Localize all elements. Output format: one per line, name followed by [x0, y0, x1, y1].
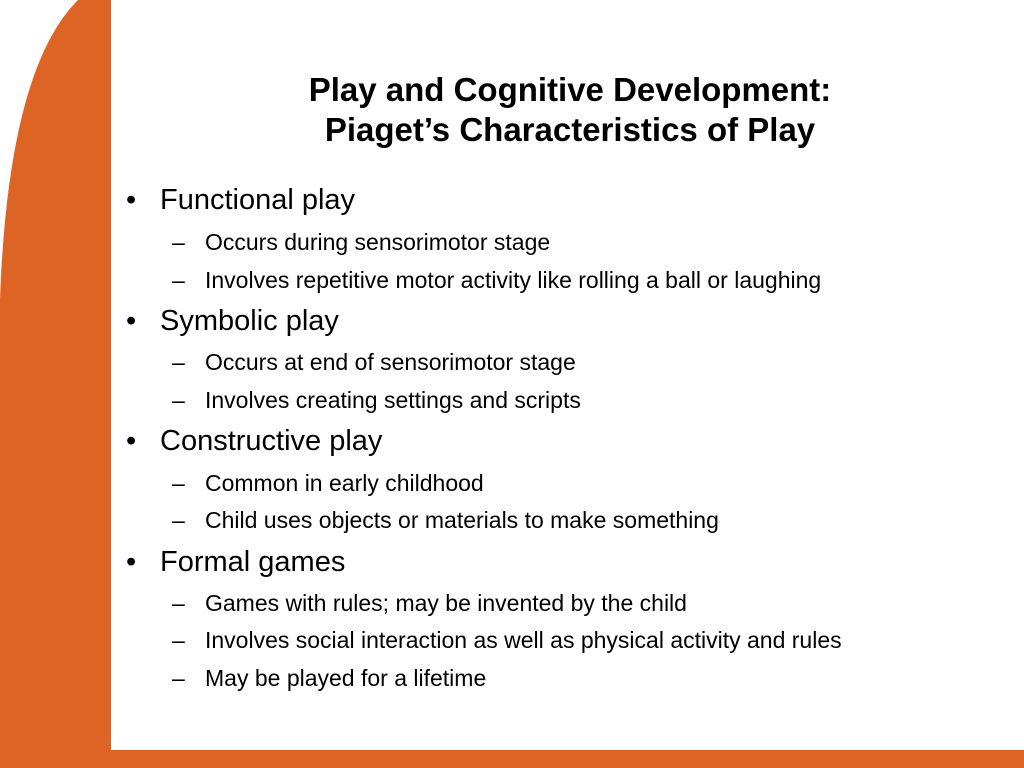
sub-bullet-marker: –	[172, 267, 185, 293]
slide-title-line-1: Play and Cognitive Development:	[308, 71, 832, 108]
sub-bullet-marker: –	[172, 387, 185, 413]
bullet-text: Symbolic play	[160, 305, 339, 337]
sub-bullet-marker: –	[172, 590, 185, 616]
sub-bullet-text: Common in early childhood	[205, 470, 484, 496]
bullet-text: Functional play	[160, 184, 356, 216]
sub-bullet-marker: –	[172, 627, 185, 653]
bullet-marker: •	[126, 546, 137, 578]
bullet-text: Constructive play	[160, 425, 383, 457]
bullet-marker: •	[126, 305, 137, 337]
bullet-text: Formal games	[160, 546, 346, 578]
bullet-marker: •	[126, 184, 137, 216]
sub-bullet-text: Occurs during sensorimotor stage	[205, 229, 551, 255]
sub-bullet-text: Involves creating settings and scripts	[205, 387, 581, 413]
sub-bullet-marker: –	[172, 665, 185, 691]
sub-bullet-marker: –	[172, 507, 185, 533]
sub-bullet-marker: –	[172, 229, 185, 255]
sub-bullet-marker: –	[172, 470, 185, 496]
sub-bullet-text: Occurs at end of sensorimotor stage	[205, 349, 576, 375]
sub-bullet-text: Involves repetitive motor activity like rolling a ball or laughing	[205, 267, 822, 293]
sub-bullet-text: Games with rules; may be invented by the child	[205, 590, 687, 616]
sub-bullet-text: Involves social interaction as well as physical activity and rules	[205, 627, 842, 653]
sub-bullet-text: May be played for a lifetime	[205, 665, 487, 691]
slide-title-line-2: Piaget’s Characteristics of Play	[324, 111, 816, 148]
bullet-marker: •	[126, 425, 137, 457]
sub-bullet-text: Child uses objects or materials to make something	[205, 507, 719, 533]
sub-bullet-marker: –	[172, 349, 185, 375]
